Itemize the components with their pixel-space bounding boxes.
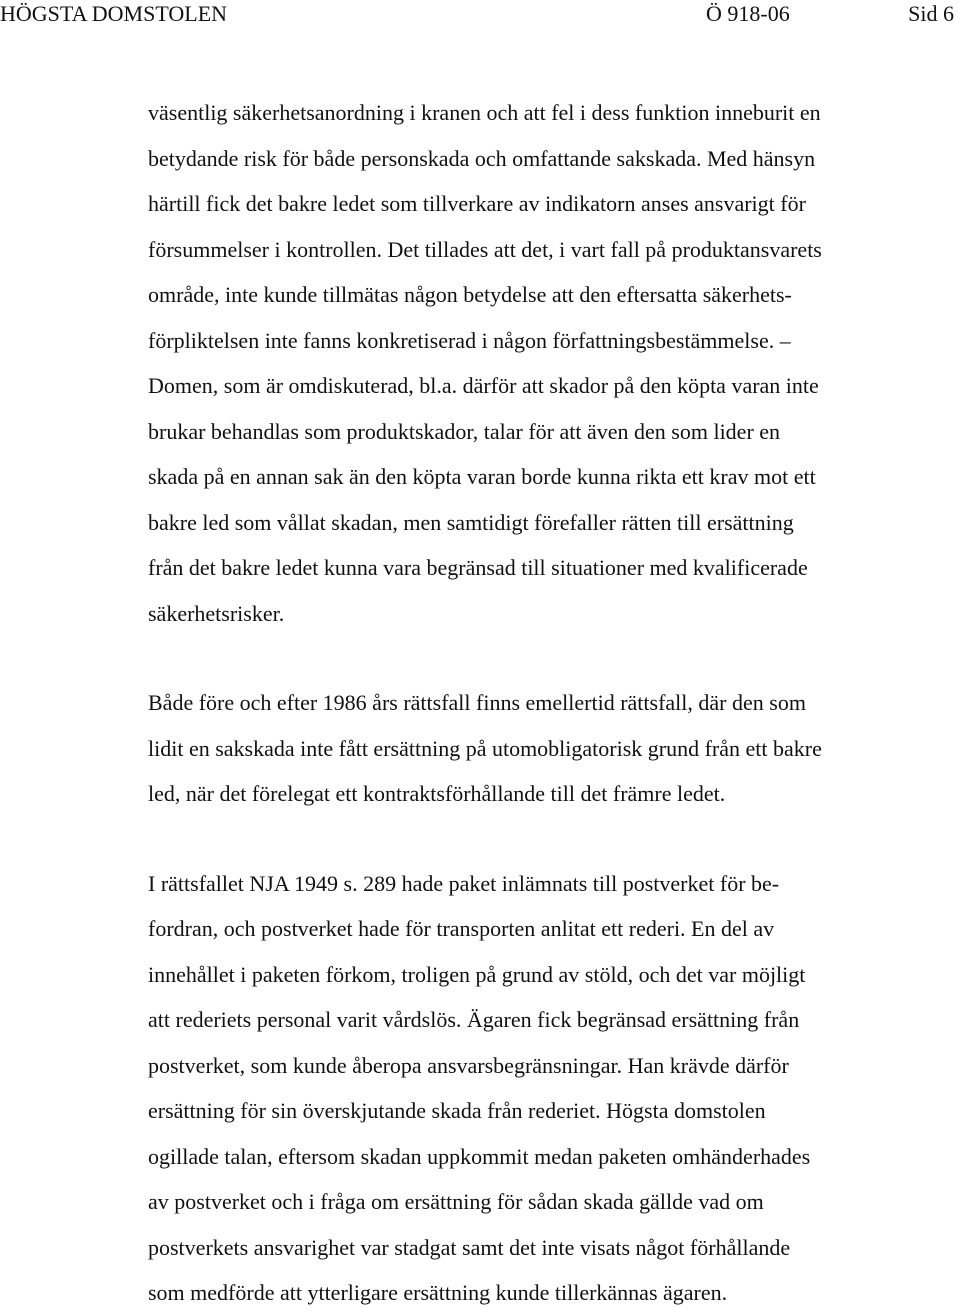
text-line: härtill fick det bakre ledet som tillverkare av indikatorn anses ansvarigt för [148,191,806,216]
court-name: HÖGSTA DOMSTOLEN [0,1,228,26]
text-line: av postverket och i fråga om ersättning för sådan skada gällde vad om [148,1189,764,1214]
case-number: Ö 918-06 [706,1,790,26]
text-line: väsentlig säkerhetsanordning i kranen och att fel i dess funktion inneburit en [148,100,821,125]
paragraph [148,861,960,1316]
text-line: ersättning för sin överskjutande skada från rederiet. Högsta domstolen [148,1098,766,1123]
text-line: område, inte kunde tillmätas någon betydelse att den eftersatta säkerhets- [148,282,792,307]
paragraph-spacer [148,636,960,680]
page-header [0,0,960,30]
text-line: fordran, och postverket hade för transporten anlitat ett rederi. En del av [148,916,775,941]
text-line: postverkets ansvarighet var stadgat samt det inte visats något förhållande [148,1234,791,1260]
text-line: Både före och efter 1986 års rättsfall finns emellertid rättsfall, där den som [148,690,806,715]
text-line: postverket, som kunde åberopa ansvarsbegränsningar. Han krävde därför [148,1052,789,1078]
text-line: led, när det förelegat ett kontraktsförhållande till det främre ledet. [148,781,726,806]
text-line: skada på en annan sak än den köpta varan borde kunna rikta ett krav mot ett [148,464,816,489]
document-body [148,90,960,1316]
text-line: Domen, som är omdiskuterad, bl.a. därför att skador på den köpta varan inte [148,373,819,398]
text-line: ogillade talan, eftersom skadan uppkommit medan paketen omhänderhades [148,1143,811,1169]
paragraph [148,680,960,817]
text-line: försummelser i kontrollen. Det tillades att det, i vart fall på produktansvarets [148,236,822,262]
text-line: lidit en sakskada inte fått ersättning på utomobligatorisk grund från ett bakre [148,735,822,761]
paragraph-spacer [148,817,960,861]
text-line: brukar behandlas som produktskador, talar för att även den som lider en [148,418,781,444]
text-line: förpliktelsen inte fanns konkretiserad i någon författningsbestämmelse. – [148,327,791,353]
text-line: som medförde att ytterligare ersättning kunde tillerkännas ägaren. [148,1280,728,1305]
text-line: säkerhetsrisker. [148,600,285,626]
text-line: från det bakre ledet kunna vara begränsad till situationer med kvalificerade [148,555,808,580]
page-number: Sid 6 [908,1,954,26]
text-line: att rederiets personal varit vårdslös. Ägaren fick begränsad ersättning från [148,1007,800,1032]
text-line: innehållet i paketen förkom, troligen på grund av stöld, och det var möjligt [148,961,806,987]
text-line: betydande risk för både personskada och omfattande sakskada. Med hänsyn [148,145,816,171]
text-line: bakre led som vållat skadan, men samtidigt förefaller rätten till ersättning [148,509,794,535]
paragraph [148,90,960,636]
text-line: I rättsfallet NJA 1949 s. 289 hade paket inlämnats till postverket för be- [148,870,780,896]
